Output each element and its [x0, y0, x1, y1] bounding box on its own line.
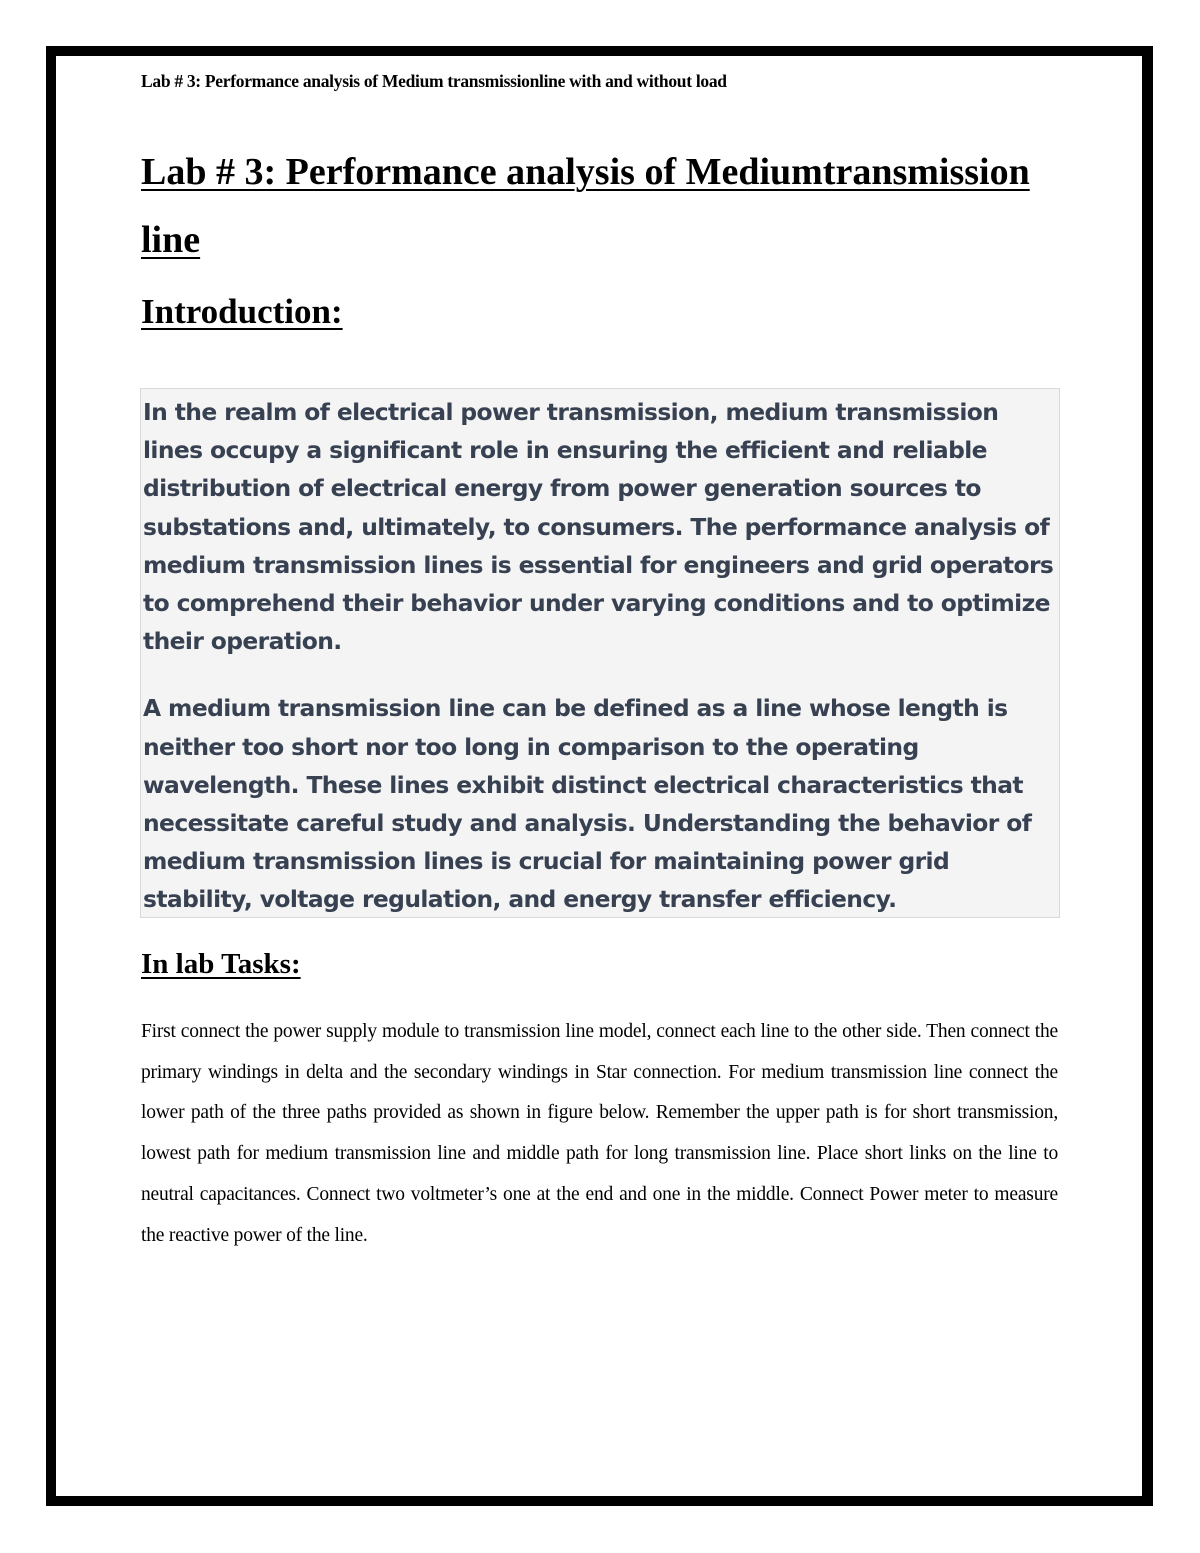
in-lab-tasks-heading: In lab Tasks:: [141, 948, 301, 980]
introduction-paragraph-2: A medium transmission line can be defined as a line whose length is neither too short nor too long in comparison to the operating wavelength. These lines exhibit distinct electrical characteristics that necessitate careful study and analysis. Understanding the behavior of medium transmission lines is crucial for maintaining power grid stability, voltage regulation, and energy transfer efficiency.: [143, 694, 1032, 914]
running-header: Lab # 3: Performance analysis of Medium transmissionline with and without load: [141, 71, 727, 91]
document-title: Lab # 3: Performance analysis of Mediumtransmission line: [141, 151, 1030, 261]
introduction-heading: Introduction:: [141, 292, 343, 331]
introduction-paragraph-1: In the realm of electrical power transmission, medium transmission lines occupy a significant role in ensuring the efficient and reliable distribution of electrical energy from power generation sources to substations and, ultimately, to consumers. The performance analysis of medium transmission lines is essential for engineers and grid operators to comprehend their behavior under varying conditions and to optimize their operation.: [143, 398, 1054, 656]
introduction-box: [140, 388, 1060, 918]
in-lab-tasks-paragraph: First connect the power supply module to transmission line model, connect each line to the other side. Then connect the primary windings in delta and the secondary windings in Star connection. For medium transmission line connect the lower path of the three paths provided as shown in figure below. Remember the upper path is for short transmission, lowest path for medium transmission line and middle path for long transmission line. Place short links on the line to neutral capacitances. Connect two voltmeter’s one at the end and one in the middle. Connect Power meter to measure the reactive power of the line.: [141, 1021, 1058, 1246]
